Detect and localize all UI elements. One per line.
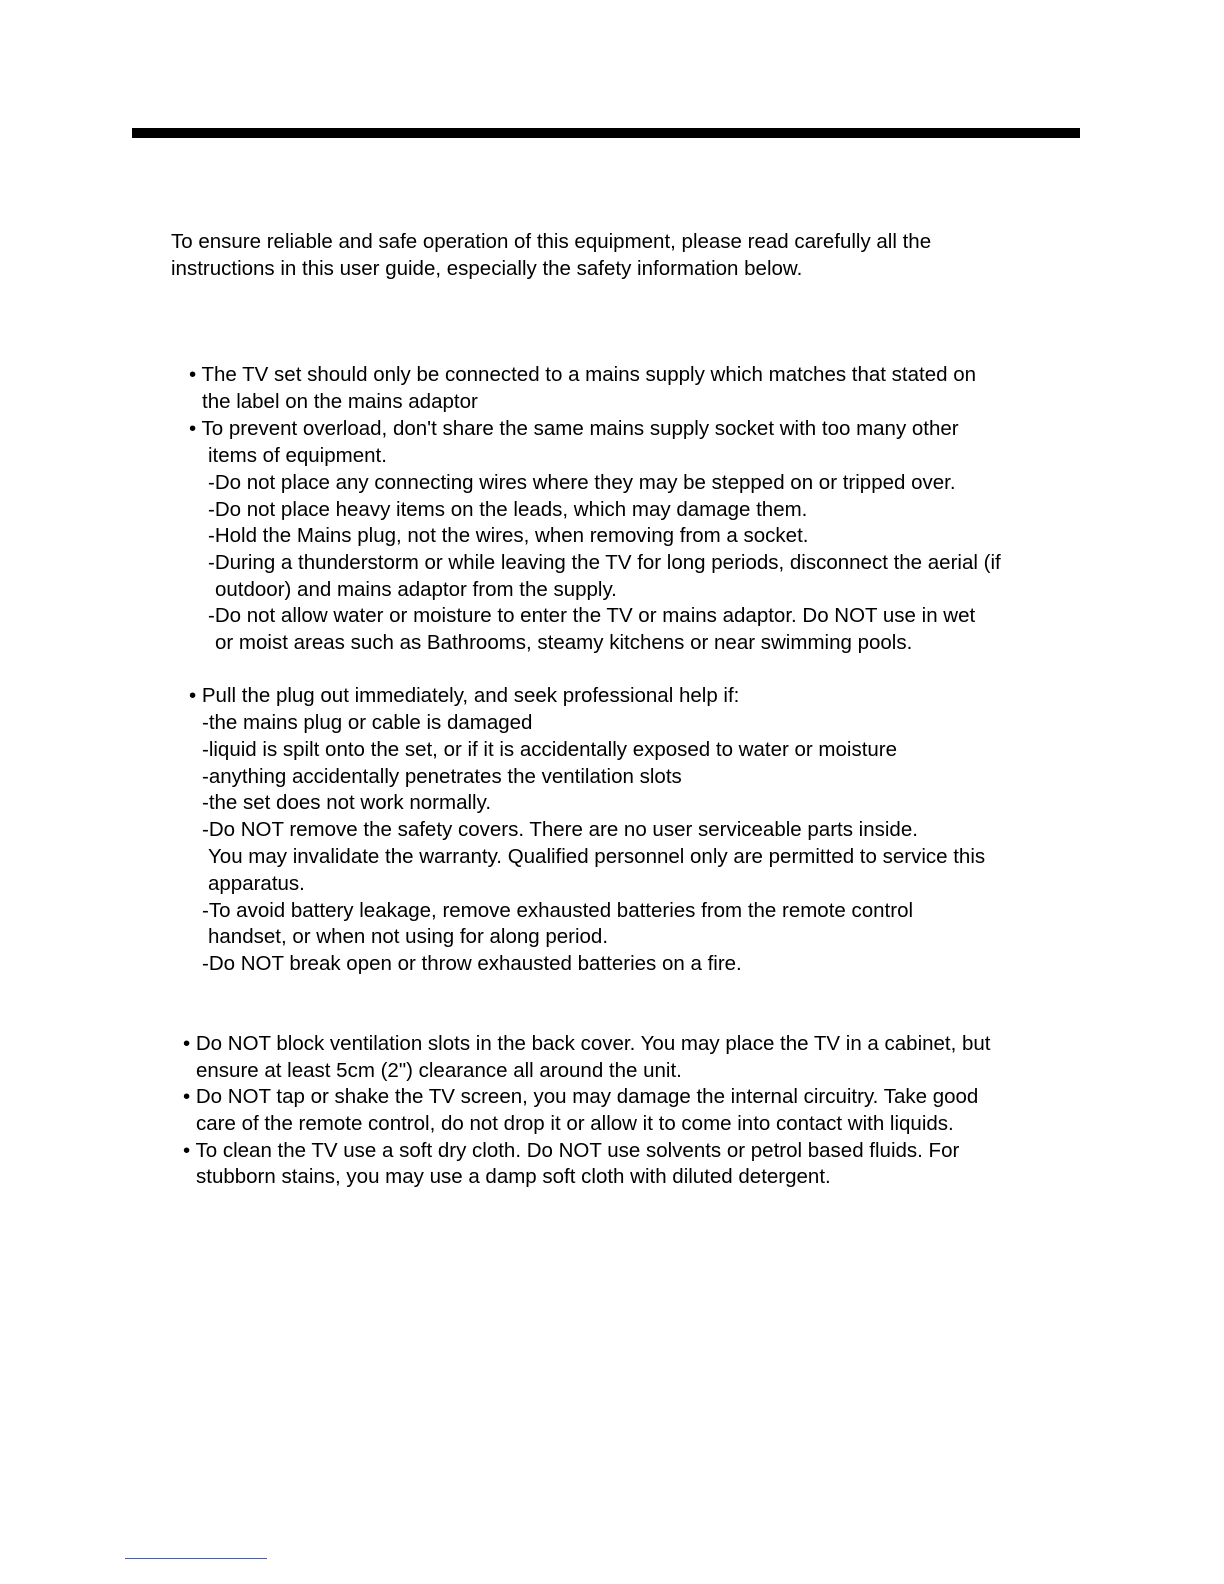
sub-item: -Do not place any connecting wires where they may be stepped on or tripped over. — [208, 471, 956, 494]
bullet-line: • To clean the TV use a soft dry cloth. Do NOT use solvents or petrol based fluids. For — [183, 1139, 960, 1162]
bullet-continuation: stubborn stains, you may use a damp soft cloth with diluted detergent. — [196, 1165, 831, 1188]
sub-item: -Do NOT break open or throw exhausted batteries on a fire. — [202, 952, 742, 975]
bullet-line: • Pull the plug out immediately, and seek professional help if: — [189, 684, 740, 707]
sub-item: -anything accidentally penetrates the ventilation slots — [202, 765, 682, 788]
bullet-continuation: ensure at least 5cm (2") clearance all around the unit. — [196, 1059, 682, 1082]
intro-line: To ensure reliable and safe operation of this equipment, please read carefully all the — [171, 230, 932, 253]
sub-item-continuation: apparatus. — [208, 872, 305, 895]
sub-item: -Do not allow water or moisture to enter the TV or mains adaptor. Do NOT use in wet — [208, 604, 976, 627]
sub-item: -the set does not work normally. — [202, 791, 492, 814]
sub-item: -To avoid battery leakage, remove exhausted batteries from the remote control — [202, 899, 914, 922]
sub-item-continuation: or moist areas such as Bathrooms, steamy kitchens or near swimming pools. — [215, 631, 913, 654]
bullet-continuation: the label on the mains adaptor — [202, 390, 478, 413]
bullet-continuation: items of equipment. — [208, 444, 387, 467]
bullet-continuation: care of the remote control, do not drop it or allow it to come into contact with liquids. — [196, 1112, 954, 1135]
sub-item: -Do not place heavy items on the leads, which may damage them. — [208, 498, 808, 521]
sub-item: -the mains plug or cable is damaged — [202, 711, 533, 734]
sub-item: -During a thunderstorm or while leaving the TV for long periods, disconnect the aerial (if — [208, 551, 1001, 574]
sub-item: -liquid is spilt onto the set, or if it is accidentally exposed to water or moisture — [202, 738, 898, 761]
sub-item-continuation: outdoor) and mains adaptor from the supply. — [215, 578, 617, 601]
sub-item-continuation: You may invalidate the warranty. Qualified personnel only are permitted to service this — [208, 845, 986, 868]
bullet-line: • Do NOT block ventilation slots in the back cover. You may place the TV in a cabinet, but — [183, 1032, 991, 1055]
bullet-line: • The TV set should only be connected to a mains supply which matches that stated on — [189, 363, 977, 386]
sub-item: -Do NOT remove the safety covers. There are no user serviceable parts inside. — [202, 818, 918, 841]
sub-item-continuation: handset, or when not using for along period. — [208, 925, 609, 948]
footer-rule — [125, 1558, 267, 1559]
header-rule — [132, 128, 1080, 138]
sub-item: -Hold the Mains plug, not the wires, when removing from a socket. — [208, 524, 809, 547]
bullet-line: • To prevent overload, don't share the same mains supply socket with too many other — [189, 417, 959, 440]
bullet-line: • Do NOT tap or shake the TV screen, you may damage the internal circuitry. Take good — [183, 1085, 979, 1108]
intro-line: instructions in this user guide, especially the safety information below. — [171, 257, 803, 280]
